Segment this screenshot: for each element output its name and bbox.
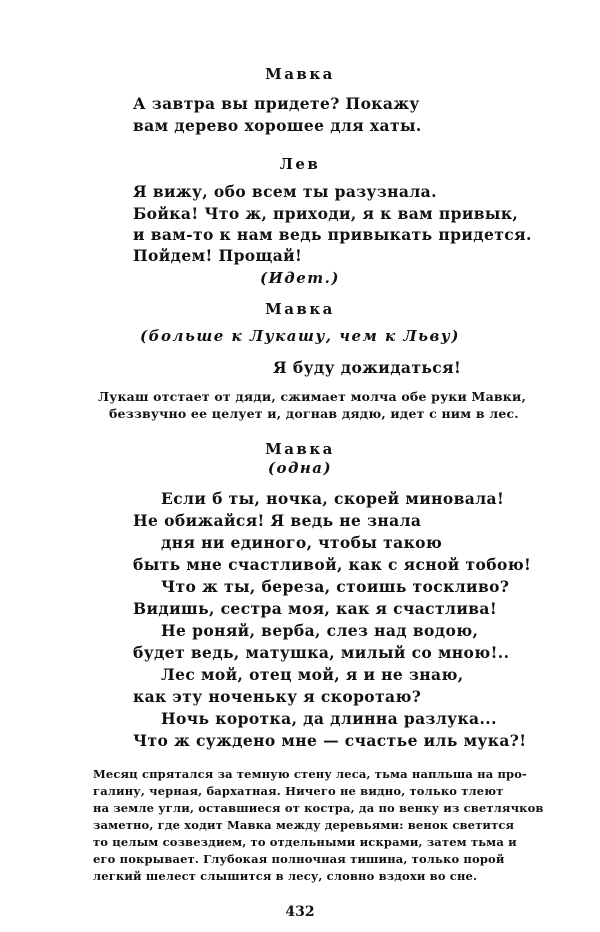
page-number: 432 bbox=[285, 904, 315, 920]
verse-line: вам дерево хорошее для хаты. bbox=[133, 116, 422, 135]
poem-line: как эту ноченьку я скоротаю? bbox=[133, 687, 422, 706]
speaker-mavka-1: Мавка bbox=[265, 65, 335, 83]
poem-line: Если б ты, ночка, скорей миновала! bbox=[161, 489, 505, 508]
poem-line: быть мне счастливой, как с ясной тобою! bbox=[133, 555, 532, 574]
verse-line: Пойдем! Прощай! bbox=[133, 246, 303, 265]
poem-line: Лес мой, отец мой, я и не знаю, bbox=[161, 665, 464, 684]
poem-line: Видишь, сестра моя, как я счастлива! bbox=[133, 599, 498, 618]
verse-line: А завтра вы придете? Покажу bbox=[133, 94, 420, 113]
poem-line: Что ж суждено мне — счастье иль мука?! bbox=[133, 731, 527, 750]
narration-line: то целым созвездием, то отдельными искрами, затем тьма и bbox=[93, 835, 517, 849]
verse-line: и вам-то к нам ведь привыкать придется. bbox=[133, 225, 532, 244]
poem-line: Ночь коротка, да длинна разлука... bbox=[161, 709, 497, 728]
stage-direction: (одна) bbox=[267, 459, 333, 477]
stage-direction: (Идет.) bbox=[260, 269, 340, 287]
narration-line: легкий шелест слышится в лесу, словно вздохи во сне. bbox=[93, 869, 478, 883]
narration-line: галину, черная, бархатная. Ничего не видно, только тлеют bbox=[93, 784, 504, 798]
narration-line: Лукаш отстает от дяди, сжимает молча обе руки Мавки, bbox=[98, 389, 527, 404]
narration-line: на земле угли, оставшиеся от костра, да по венку из светлячков bbox=[93, 801, 544, 815]
stage-direction: (больше к Лукашу, чем к Льву) bbox=[140, 327, 460, 345]
narration-line: заметно, где ходит Мавка между деревьями: венок светится bbox=[93, 818, 515, 832]
poem-line: Не обижайся! Я ведь не знала bbox=[133, 511, 422, 530]
poem-line: дня ни единого, чтобы такою bbox=[161, 533, 443, 552]
verse-line: Я вижу, обо всем ты разузнала. bbox=[133, 182, 437, 201]
speaker-lev: Лев bbox=[279, 155, 321, 173]
verse-line: Я буду дожидаться! bbox=[273, 358, 462, 377]
speaker-mavka-2: Мавка bbox=[265, 300, 335, 318]
poem-line: Что ж ты, береза, стоишь тоскливо? bbox=[161, 577, 510, 596]
narration-line: Месяц спрятался за темную стену леса, тьма напльша на про- bbox=[93, 767, 527, 781]
narration-line: беззвучно ее целует и, догнав дядю, идет с ним в лес. bbox=[109, 406, 519, 421]
poem-line: Не роняй, верба, слез над водою, bbox=[161, 621, 479, 640]
narration-line: его покрывает. Глубокая полночная тишина, только порой bbox=[93, 852, 505, 866]
verse-line: Бойка! Что ж, приходи, я к вам привык, bbox=[133, 204, 519, 223]
speaker-mavka-3: Мавка bbox=[265, 440, 335, 458]
poem-line: будет ведь, матушка, милый со мною!.. bbox=[133, 643, 510, 662]
